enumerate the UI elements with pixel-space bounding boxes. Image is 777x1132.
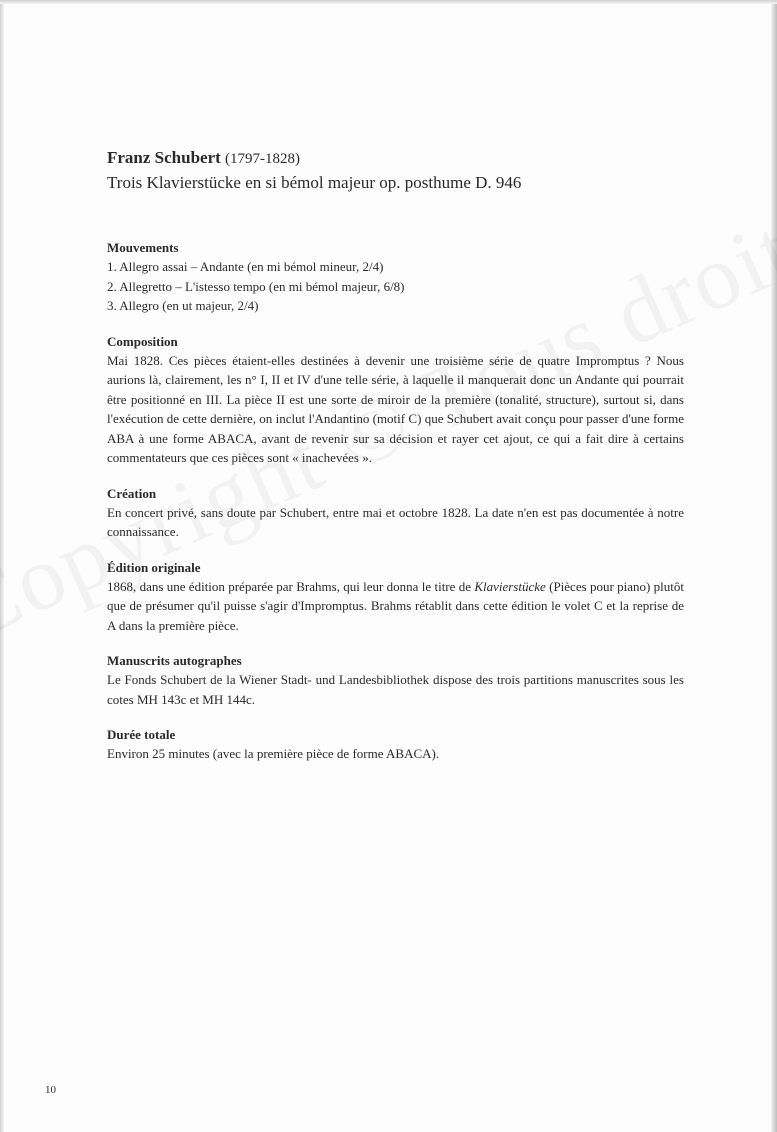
edition-text-italic: Klavierstücke [474,578,546,594]
edition-heading: Édition originale [107,559,201,575]
scan-edge-top [0,0,777,4]
movement-item: 2. Allegretto – L'istesso tempo (en mi bémol majeur, 6/8) [107,278,405,294]
composer-name: Franz Schubert [107,148,221,167]
composer-line [107,146,684,171]
work-title: Trois Klavierstücke en si bémol majeur op. posthume D. 946 [107,173,522,192]
duration-heading: Durée totale [107,727,176,742]
section-edition [107,559,684,636]
edition-text-before: 1868, dans une édition préparée par Brahms, qui leur donna le titre de [107,578,475,594]
page-number: 10 [45,1084,56,1096]
composition-heading: Composition [107,333,178,349]
composition-text: Mai 1828. Ces pièces étaient-elles destinées à devenir une troisième série de quatre Impromptus ? Nous aurions là, clairement, les n° I, II et IV d'une telle série, à laquelle il manquerait donc un Andante qui pourrait être positionné en III. La pièce II est une sorte de miroir de la première (tonalité, structure), surtout si, dans l'exécution de cette dernière, on inclut l'Andantino (motif C) que Schubert avait conçu pour passer d'une forme ABA à une forme ABACA, avant de revenir sur sa décision et rayer cet ajout, ce qui a fait dire à certains commentateurs que ces pièces sont « inachevées ». [107,352,684,465]
section-duration [107,726,684,764]
manuscripts-text: Le Fonds Schubert de la Wiener Stadt- und Landesbibliothek dispose des trois partitions manuscrites sous les cotes MH 143c et MH 144c. [107,672,684,707]
movement-item: 3. Allegro (en ut majeur, 2/4) [107,298,259,313]
scan-edge-right [771,0,777,1132]
movements-heading: Mouvements [107,240,179,255]
page-content [107,146,684,781]
section-creation [107,485,684,542]
section-manuscripts [107,652,684,709]
sections [107,239,684,764]
composer-dates: (1797-1828) [225,151,301,167]
edition-text-after: (Pièces pour piano) plutôt que de présumer qu'il puisse s'agir d'Impromptus. Brahms rétablit dans cette édition le volet C et la reprise de A dans la première pièce. [107,578,684,633]
duration-text: Environ 25 minutes (avec la première pièce de forme ABACA). [107,746,440,761]
movements-list [107,257,684,316]
creation-text: En concert privé, sans doute par Schubert, entre mai et octobre 1828. La date n'en est pas documentée à notre connaissance. [107,504,684,539]
scan-edge-left [0,0,4,1132]
edition-text [107,577,684,636]
section-movements [107,239,684,316]
section-composition [107,333,684,468]
creation-heading: Création [107,485,157,501]
movement-item: 1. Allegro assai – Andante (en mi bémol mineur, 2/4) [107,259,384,274]
manuscripts-heading: Manuscrits autographes [107,653,242,668]
